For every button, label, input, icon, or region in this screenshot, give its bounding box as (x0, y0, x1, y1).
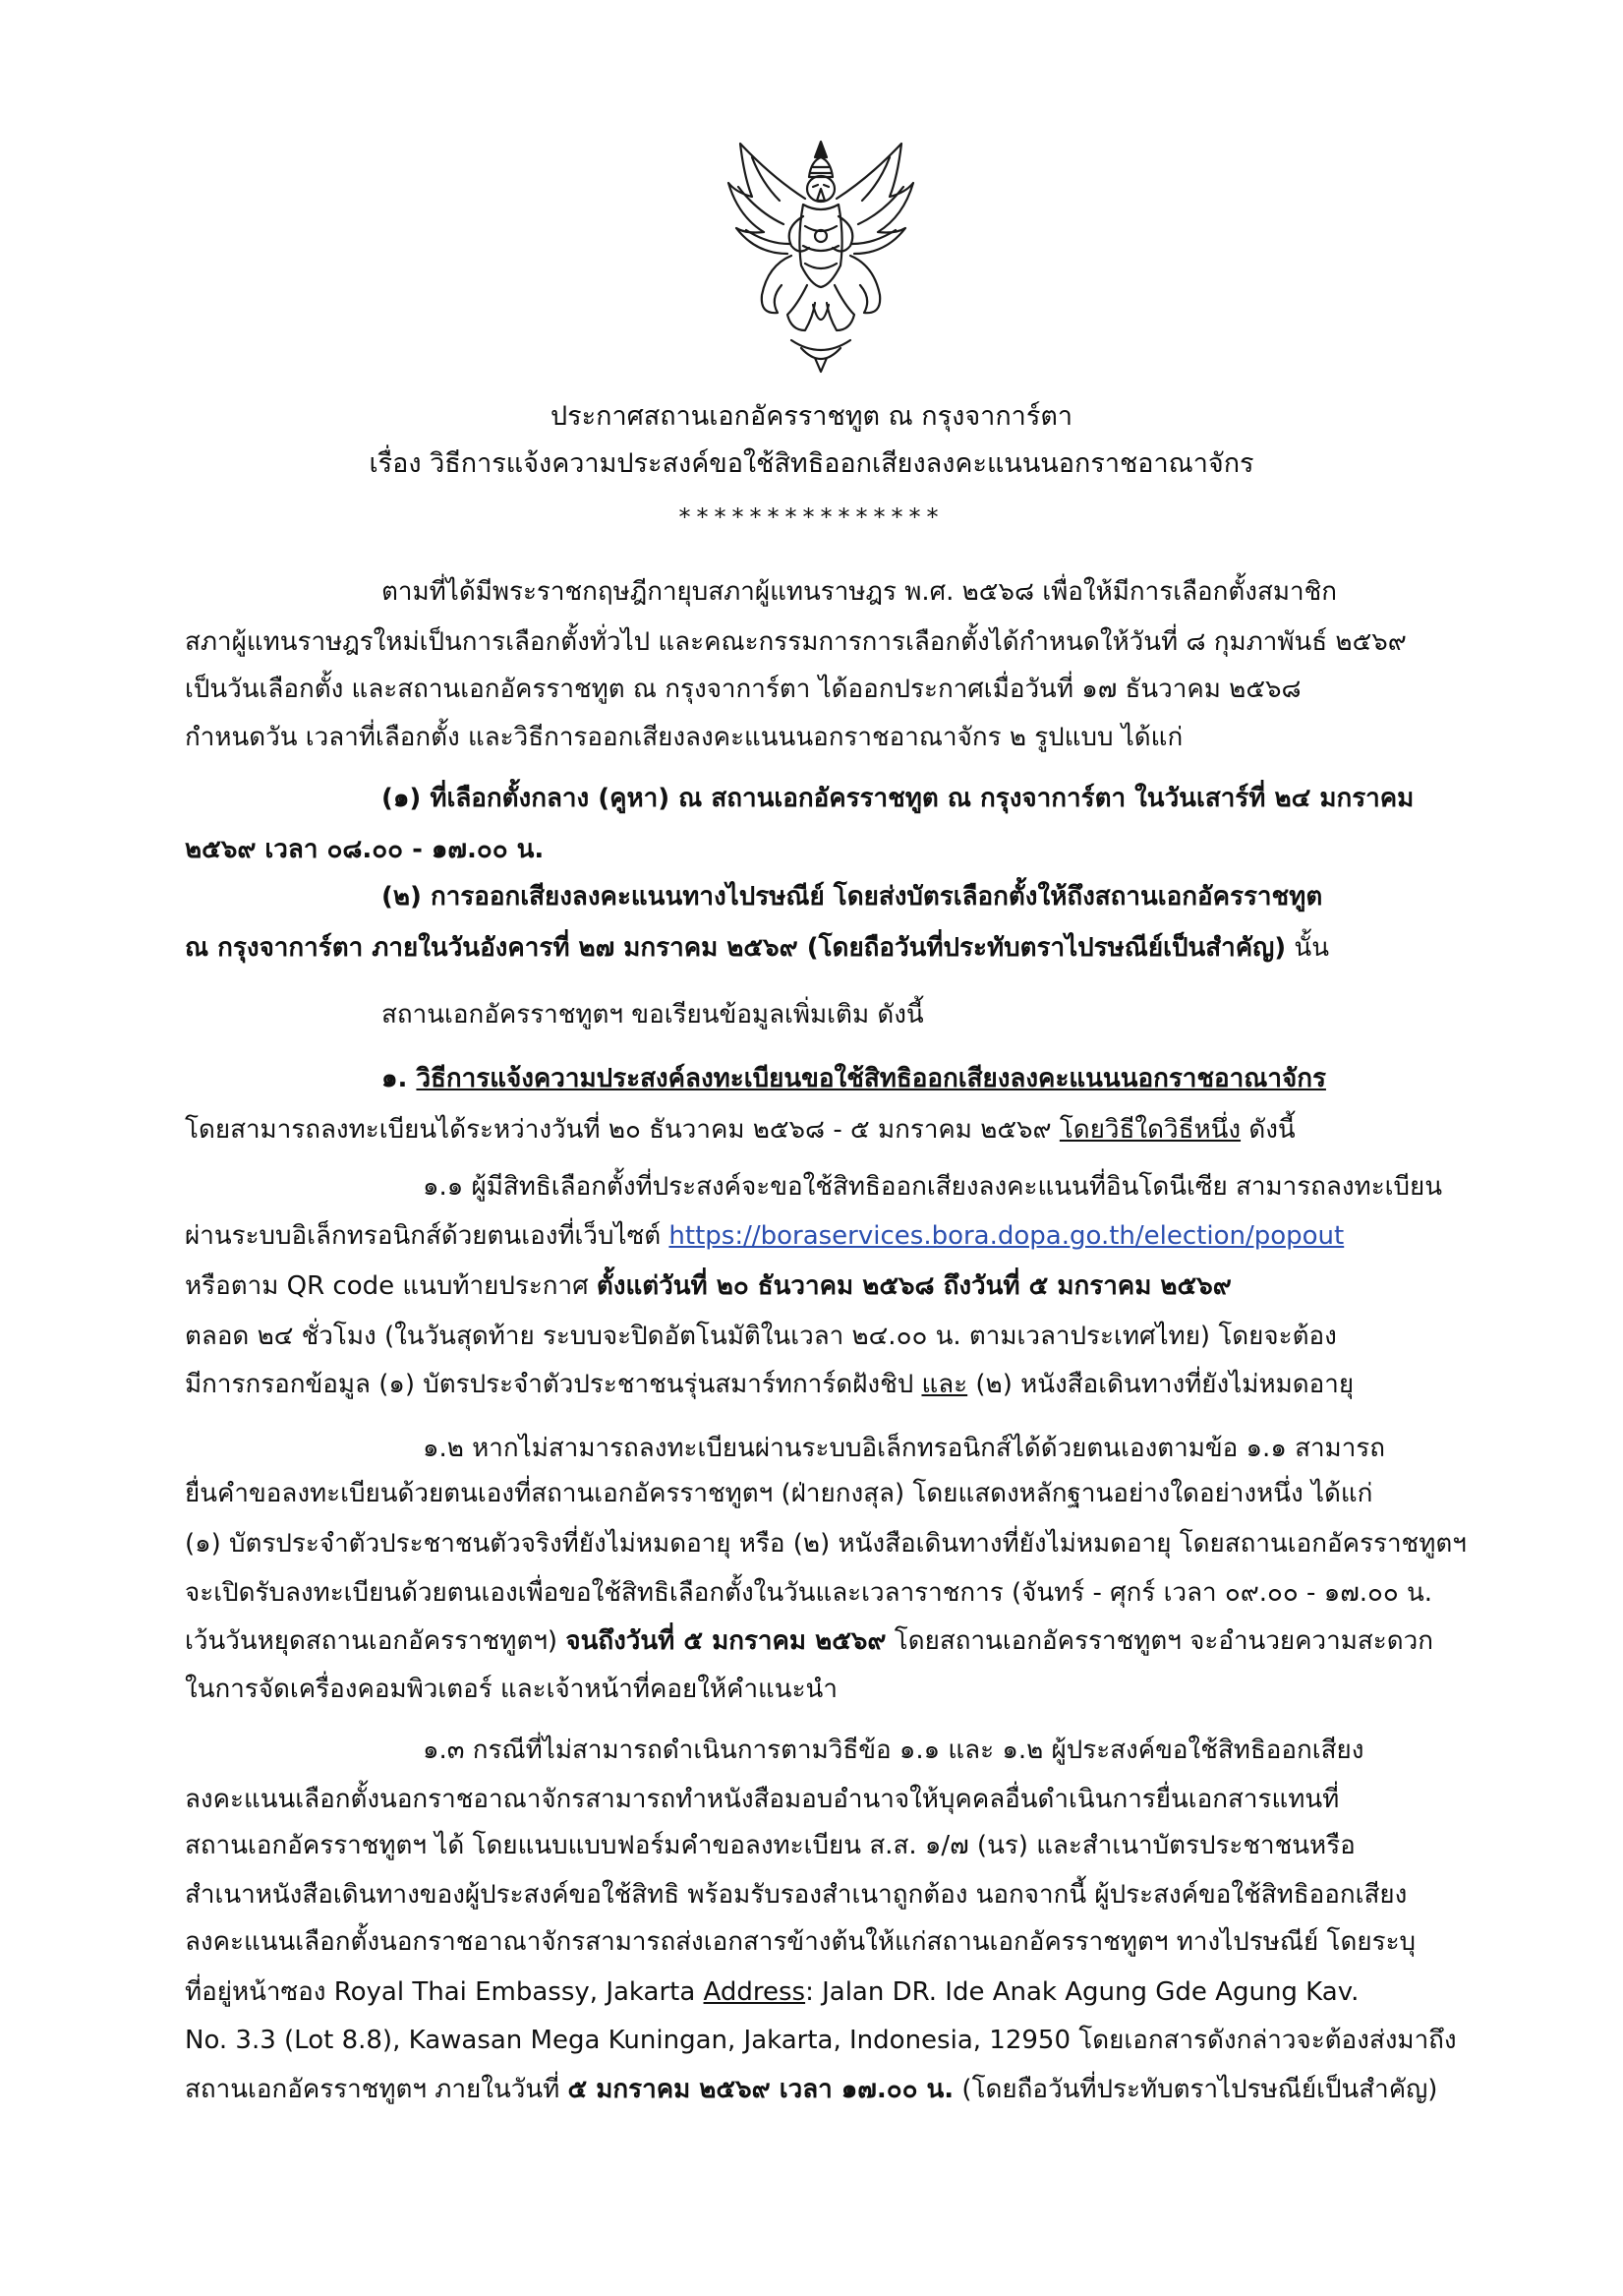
section1-line-2-start: โดยสามารถลงทะเบียนได้ระหว่างวันที่ ๒๐ ธันวาคม ๒๕๖๘ - ๕ มกราคม ๒๕๖๙ (185, 1115, 1060, 1145)
page-subject: เรื่อง วิธีการแจ้งความประสงค์ขอใช้สิทธิออกเสียงลงคะแนนนอกราชอาณาจักร (369, 448, 1254, 479)
option1-line-1: (๑) ที่เลือกตั้งกลาง (คูหา) ณ สถานเอกอัครราชทูต ณ กรุงจาการ์ตา ในวันเสาร์ที่ ๒๔ มกราคม (381, 784, 1415, 813)
item13-line-8-start: สถานเอกอัครราชทูตฯ ภายในวันที่ (185, 2075, 568, 2104)
intro-line-4: กำหนดวัน เวลาที่เลือกตั้ง และวิธีการออกเสียงลงคะแนนนอกราชอาณาจักร ๒ รูปแบบ ได้แก่ (185, 723, 1184, 752)
item13-line-6-end: : Jalan DR. Ide Anak Agung Gde Agung Kav. (805, 1977, 1360, 2007)
item13-line-1: ๑.๓ กรณีที่ไม่สามารถดำเนินการตามวิธีข้อ ๑.๑ และ ๑.๒ ผู้ประสงค์ขอใช้สิทธิออกเสียง (423, 1736, 1364, 1765)
option2-line-2-tail: นั้น (1286, 933, 1329, 963)
intro-line-3: เป็นวันเลือกตั้ง และสถานเอกอัครราชทูต ณ กรุงจาการ์ตา ได้ออกประกาศเมื่อวันที่ ๑๗ ธันวาคม ๒๕๖๘ (185, 675, 1302, 704)
section1-number: ๑. (381, 1064, 417, 1093)
item13-line-6 (185, 1975, 1359, 2009)
item11-line-2 (185, 1219, 1344, 1253)
option2-line-2 (185, 931, 1329, 965)
item11-line-1: ๑.๑ ผู้มีสิทธิเลือกตั้งที่ประสงค์จะขอใช้สิทธิออกเสียงลงคะแนนที่อินโดนีเซีย สามารถลงทะเบียน (423, 1172, 1443, 1202)
item11-line-5-under: และ (921, 1370, 968, 1399)
item12-line-5-bold: จนถึงวันที่ ๕ มกราคม ๒๕๖๙ (565, 1626, 887, 1656)
item11-line-3 (185, 1269, 1232, 1303)
intro-line-2: สภาผู้แทนราษฎรใหม่เป็นการเลือกตั้งทั่วไป และคณะกรรมการการเลือกตั้งได้กำหนดให้วันที่ ๘ กุมภาพันธ์ ๒๕๖๙ (185, 627, 1407, 657)
section1-title: วิธีการแจ้งความประสงค์ลงทะเบียนขอใช้สิทธิออกเสียงลงคะแนนนอกราชอาณาจักร (416, 1064, 1326, 1093)
registration-link[interactable]: https://boraservices.bora.dopa.go.th/election/popout (668, 1221, 1345, 1251)
item11-line-5 (185, 1368, 1354, 1401)
item13-line-7: No. 3.3 (Lot 8.8), Kawasan Mega Kuningan, Jakarta, Indonesia, 12950 โดยเอกสารดังกล่าวจะต้องส่งมาถึง (185, 2026, 1457, 2055)
item13-line-8 (185, 2073, 1437, 2106)
item12-line-5-end: โดยสถานเอกอัครราชทูตฯ จะอำนวยความสะดวก (886, 1626, 1433, 1656)
option2-line-1: (๒) การออกเสียงลงคะแนนทางไปรษณีย์ โดยส่งบัตรเลือกตั้งให้ถึงสถานเอกอัครราชทูต (381, 882, 1323, 912)
item12-line-5-start: เว้นวันหยุดสถานเอกอัครราชทูตฯ) (185, 1626, 566, 1656)
item11-line-3-start: หรือตาม QR code แนบท้ายประกาศ (185, 1271, 597, 1301)
section1-line-2-end: ดังนี้ (1241, 1115, 1296, 1145)
divider-stars: *************** (678, 503, 945, 531)
item11-line-4: ตลอด ๒๔ ชั่วโมง (ในวันสุดท้าย ระบบจะปิดอัตโนมัติในเวลา ๒๔.๐๐ น. ตามเวลาประเทศไทย) โดยจะต้อง (185, 1322, 1337, 1351)
item13-line-6-under: Address (703, 1977, 806, 2007)
section1-line-2-under: โดยวิธีใดวิธีหนึ่ง (1059, 1115, 1242, 1145)
item13-line-3: สถานเอกอัครราชทูตฯ ได้ โดยแนบแบบฟอร์มคำขอลงทะเบียน ส.ส. ๑/๗ (นร) และสำเนาบัตรประชาชนหรือ (185, 1831, 1356, 1860)
item12-line-1: ๑.๒ หากไม่สามารถลงทะเบียนผ่านระบบอิเล็กทรอนิกส์ได้ด้วยตนเองตามข้อ ๑.๑ สามารถ (423, 1434, 1385, 1463)
more-info: สถานเอกอัครราชทูตฯ ขอเรียนข้อมูลเพิ่มเติม ดังนี้ (381, 1000, 924, 1030)
item13-line-6-start: ที่อยู่หน้าซอง Royal Thai Embassy, Jakarta (185, 1977, 704, 2007)
item12-line-5 (185, 1624, 1433, 1658)
item13-line-4: สำเนาหนังสือเดินทางของผู้ประสงค์ขอใช้สิทธิ พร้อมรับรองสำเนาถูกต้อง นอกจากนี้ ผู้ประสงค์ขอใช้สิทธิออกเสียง (185, 1880, 1408, 1910)
garuda-emblem-icon (723, 138, 919, 374)
item12-line-6: ในการจัดเครื่องคอมพิวเตอร์ และเจ้าหน้าที่คอยให้คำแนะนำ (185, 1675, 838, 1704)
page-title: ประกาศสถานเอกอัครราชทูต ณ กรุงจาการ์ตา (550, 401, 1073, 432)
option2-line-2-bold: ณ กรุงจาการ์ตา ภายในวันอังคารที่ ๒๗ มกราคม ๒๕๖๙ (โดยถือวันที่ประทับตราไปรษณีย์เป็นสำคัญ) (185, 933, 1287, 963)
item13-line-8-end: (โดยถือวันที่ประทับตราไปรษณีย์เป็นสำคัญ) (954, 2075, 1438, 2104)
item12-line-3: (๑) บัตรประจำตัวประชาชนตัวจริงที่ยังไม่หมดอายุ หรือ (๒) หนังสือเดินทางที่ยังไม่หมดอายุ โดยสถานเอกอัครราชทูตฯ (185, 1529, 1467, 1559)
item13-line-2: ลงคะแนนเลือกตั้งนอกราชอาณาจักรสามารถทำหนังสือมอบอำนาจให้บุคคลอื่นดำเนินการยื่นเอกสารแทนที่ (185, 1785, 1340, 1814)
option1-line-2: ๒๕๖๙ เวลา ๐๘.๐๐ - ๑๗.๐๐ น. (185, 835, 545, 864)
item12-line-2: ยื่นคำขอลงทะเบียนด้วยตนเองที่สถานเอกอัครราชทูตฯ (ฝ่ายกงสุล) โดยแสดงหลักฐานอย่างใดอย่างหนึ่ง ได้แก่ (185, 1479, 1373, 1508)
item13-line-5: ลงคะแนนเลือกตั้งนอกราชอาณาจักรสามารถส่งเอกสารข้างต้นให้แก่สถานเอกอัครราชทูตฯ ทางไปรษณีย์ โดยระบุ (185, 1927, 1417, 1957)
item12-line-4: จะเปิดรับลงทะเบียนด้วยตนเองเพื่อขอใช้สิทธิเลือกตั้งในวันและเวลาราชการ (จันทร์ - ศุกร์ เวลา ๐๙.๐๐ - ๑๗.๐๐ น. (185, 1578, 1433, 1608)
item11-line-5-end: (๒) หนังสือเดินทางที่ยังไม่หมดอายุ (967, 1370, 1355, 1399)
item11-line-5-start: มีการกรอกข้อมูล (๑) บัตรประจำตัวประชาชนรุ่นสมาร์ทการ์ดฝังชิป (185, 1370, 922, 1399)
section1-line-2 (185, 1113, 1296, 1147)
item13-line-8-bold: ๕ มกราคม ๒๕๖๙ เวลา ๑๗.๐๐ น. (567, 2075, 955, 2104)
item11-line-3-bold: ตั้งแต่วันที่ ๒๐ ธันวาคม ๒๕๖๘ ถึงวันที่ ๕ มกราคม ๒๕๖๙ (596, 1271, 1232, 1301)
item11-line-2-start: ผ่านระบบอิเล็กทรอนิกส์ด้วยตนเองที่เว็บไซต์ (185, 1221, 669, 1251)
section1-heading (381, 1062, 1326, 1095)
intro-line-1: ตามที่ได้มีพระราชกฤษฎีกายุบสภาผู้แทนราษฎร พ.ศ. ๒๕๖๘ เพื่อให้มีการเลือกตั้งสมาชิก (381, 577, 1337, 607)
